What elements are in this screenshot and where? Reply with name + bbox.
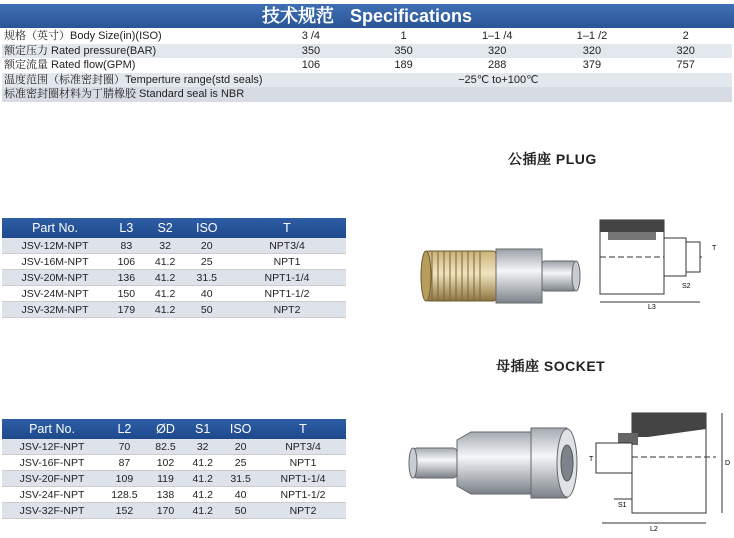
spec-value: 3 /4 bbox=[301, 30, 321, 42]
table-cell: JSV-16M-NPT bbox=[2, 254, 108, 270]
column-header: ØD bbox=[147, 419, 184, 439]
banner-title-zh: 技术规范 bbox=[261, 6, 334, 26]
table-row bbox=[2, 254, 346, 270]
spec-value: 1 bbox=[400, 30, 407, 42]
table-cell: 20 bbox=[221, 439, 260, 455]
table-cell: NPT2 bbox=[228, 302, 346, 318]
table-cell: JSV-12F-NPT bbox=[2, 439, 102, 455]
table-cell: 40 bbox=[221, 487, 260, 503]
table-row bbox=[2, 238, 346, 254]
table-cell: 40 bbox=[186, 286, 228, 302]
table-cell: 106 bbox=[108, 254, 145, 270]
table-cell: 31.5 bbox=[221, 471, 260, 487]
spec-row-flow bbox=[2, 58, 732, 73]
column-header: L2 bbox=[102, 419, 147, 439]
spec-row-temperature bbox=[2, 73, 732, 88]
spec-value: 2 bbox=[682, 30, 689, 42]
table-cell: 70 bbox=[102, 439, 147, 455]
table-cell: NPT3/4 bbox=[260, 439, 346, 455]
table-cell: 138 bbox=[147, 487, 184, 503]
table-cell: NPT1-1/4 bbox=[228, 270, 346, 286]
spec-label: 额定流量 Rated flow(GPM) bbox=[4, 59, 136, 71]
table-cell: JSV-32M-NPT bbox=[2, 302, 108, 318]
spec-value: 1–1 /4 bbox=[481, 30, 513, 42]
table-row bbox=[2, 270, 346, 286]
spec-row-size bbox=[2, 29, 732, 44]
spec-row-pressure bbox=[2, 44, 732, 59]
plug-drawing bbox=[582, 210, 730, 310]
plug-title: 公插座 PLUG bbox=[508, 151, 597, 167]
table-cell: 152 bbox=[102, 503, 147, 519]
plug-table bbox=[2, 218, 346, 318]
spec-value: 320 bbox=[676, 44, 695, 57]
table-cell: 50 bbox=[221, 503, 260, 519]
table-cell: 119 bbox=[147, 471, 184, 487]
table-cell: JSV-24F-NPT bbox=[2, 487, 102, 503]
table-cell: JSV-20M-NPT bbox=[2, 270, 108, 286]
table-cell: 41.2 bbox=[184, 503, 221, 519]
column-header: S2 bbox=[145, 218, 186, 238]
table-cell: JSV-24M-NPT bbox=[2, 286, 108, 302]
table-cell: 41.2 bbox=[145, 302, 186, 318]
banner-title-en: Specifications bbox=[349, 6, 473, 26]
dim-label-t: T bbox=[589, 456, 594, 463]
column-header: Part No. bbox=[2, 419, 102, 439]
spec-value: 106 bbox=[301, 59, 321, 71]
table-cell: 109 bbox=[102, 471, 147, 487]
table-cell: 170 bbox=[147, 503, 184, 519]
table-cell: NPT1-1/2 bbox=[260, 487, 346, 503]
table-cell: NPT1 bbox=[260, 455, 346, 471]
table-cell: 50 bbox=[186, 302, 228, 318]
spec-label: 额定压力 Rated pressure(BAR) bbox=[4, 44, 157, 57]
table-cell: 41.2 bbox=[184, 487, 221, 503]
spec-row-seal-note bbox=[2, 87, 732, 102]
dim-label-l3: L3 bbox=[648, 304, 656, 310]
column-header: T bbox=[260, 419, 346, 439]
table-row bbox=[2, 471, 346, 487]
table-cell: 41.2 bbox=[145, 254, 186, 270]
table-cell: 32 bbox=[184, 439, 221, 455]
dim-label-d: D bbox=[725, 460, 730, 467]
table-cell: 179 bbox=[108, 302, 145, 318]
socket-header-row bbox=[2, 419, 346, 439]
spec-value: 757 bbox=[676, 59, 695, 71]
table-cell: 25 bbox=[221, 455, 260, 471]
table-row bbox=[2, 455, 346, 471]
spec-value: 1–1 /2 bbox=[576, 30, 608, 42]
spec-label: 温度范围（标准密封圈）Temperture range(std seals) bbox=[4, 73, 263, 86]
column-header: T bbox=[228, 218, 346, 238]
table-cell: 102 bbox=[147, 455, 184, 471]
column-header: ISO bbox=[186, 218, 228, 238]
column-header: S1 bbox=[184, 419, 221, 439]
table-cell: JSV-12M-NPT bbox=[2, 238, 108, 254]
plug-header-row bbox=[2, 218, 346, 238]
spec-value: 350 bbox=[394, 44, 413, 57]
table-cell: 136 bbox=[108, 270, 145, 286]
spec-table bbox=[2, 29, 732, 102]
table-cell: NPT3/4 bbox=[228, 238, 346, 254]
table-cell: 41.2 bbox=[184, 471, 221, 487]
table-cell: JSV-16F-NPT bbox=[2, 455, 102, 471]
table-cell: 32 bbox=[145, 238, 186, 254]
table-cell: 31.5 bbox=[186, 270, 228, 286]
column-header: L3 bbox=[108, 218, 145, 238]
table-cell: 83 bbox=[108, 238, 145, 254]
table-row bbox=[2, 503, 346, 519]
spec-seal-note: 标准密封圈材料为丁腈橡胶 Standard seal is NBR bbox=[2, 87, 732, 102]
spec-value: 288 bbox=[488, 59, 507, 71]
table-cell: JSV-32F-NPT bbox=[2, 503, 102, 519]
table-cell: 87 bbox=[102, 455, 147, 471]
spec-banner bbox=[0, 4, 734, 28]
table-cell: NPT1-1/2 bbox=[228, 286, 346, 302]
table-cell: 41.2 bbox=[145, 286, 186, 302]
socket-table bbox=[2, 419, 346, 519]
spec-value: 189 bbox=[394, 59, 413, 71]
table-row bbox=[2, 487, 346, 503]
table-cell: JSV-20F-NPT bbox=[2, 471, 102, 487]
socket-title: 母插座 SOCKET bbox=[496, 358, 606, 374]
spec-value: 320 bbox=[582, 44, 602, 57]
table-cell: 150 bbox=[108, 286, 145, 302]
spec-label: 规格（英寸）Body Size(in)(ISO) bbox=[4, 30, 162, 42]
spec-value: 379 bbox=[582, 59, 602, 71]
table-row bbox=[2, 439, 346, 455]
table-cell: 82.5 bbox=[147, 439, 184, 455]
dim-label-t: T bbox=[712, 245, 717, 252]
spec-value: 350 bbox=[301, 44, 321, 57]
spec-value: 320 bbox=[488, 44, 507, 57]
dim-label-l2: L2 bbox=[650, 526, 658, 533]
table-row bbox=[2, 286, 346, 302]
column-header: ISO bbox=[221, 419, 260, 439]
table-cell: NPT2 bbox=[260, 503, 346, 519]
dim-label-s2: S2 bbox=[682, 283, 691, 290]
table-cell: 25 bbox=[186, 254, 228, 270]
plug-photo bbox=[408, 225, 588, 320]
dim-label-s1: S1 bbox=[618, 502, 627, 509]
column-header: Part No. bbox=[2, 218, 108, 238]
table-cell: 41.2 bbox=[145, 270, 186, 286]
table-cell: 128.5 bbox=[102, 487, 147, 503]
table-cell: NPT1-1/4 bbox=[260, 471, 346, 487]
table-cell: 20 bbox=[186, 238, 228, 254]
socket-drawing bbox=[588, 395, 730, 535]
table-row bbox=[2, 302, 346, 318]
spec-temp-value: −25℃ to+100℃ bbox=[458, 73, 539, 86]
table-cell: 41.2 bbox=[184, 455, 221, 471]
socket-photo bbox=[405, 412, 585, 512]
table-cell: NPT1 bbox=[228, 254, 346, 270]
